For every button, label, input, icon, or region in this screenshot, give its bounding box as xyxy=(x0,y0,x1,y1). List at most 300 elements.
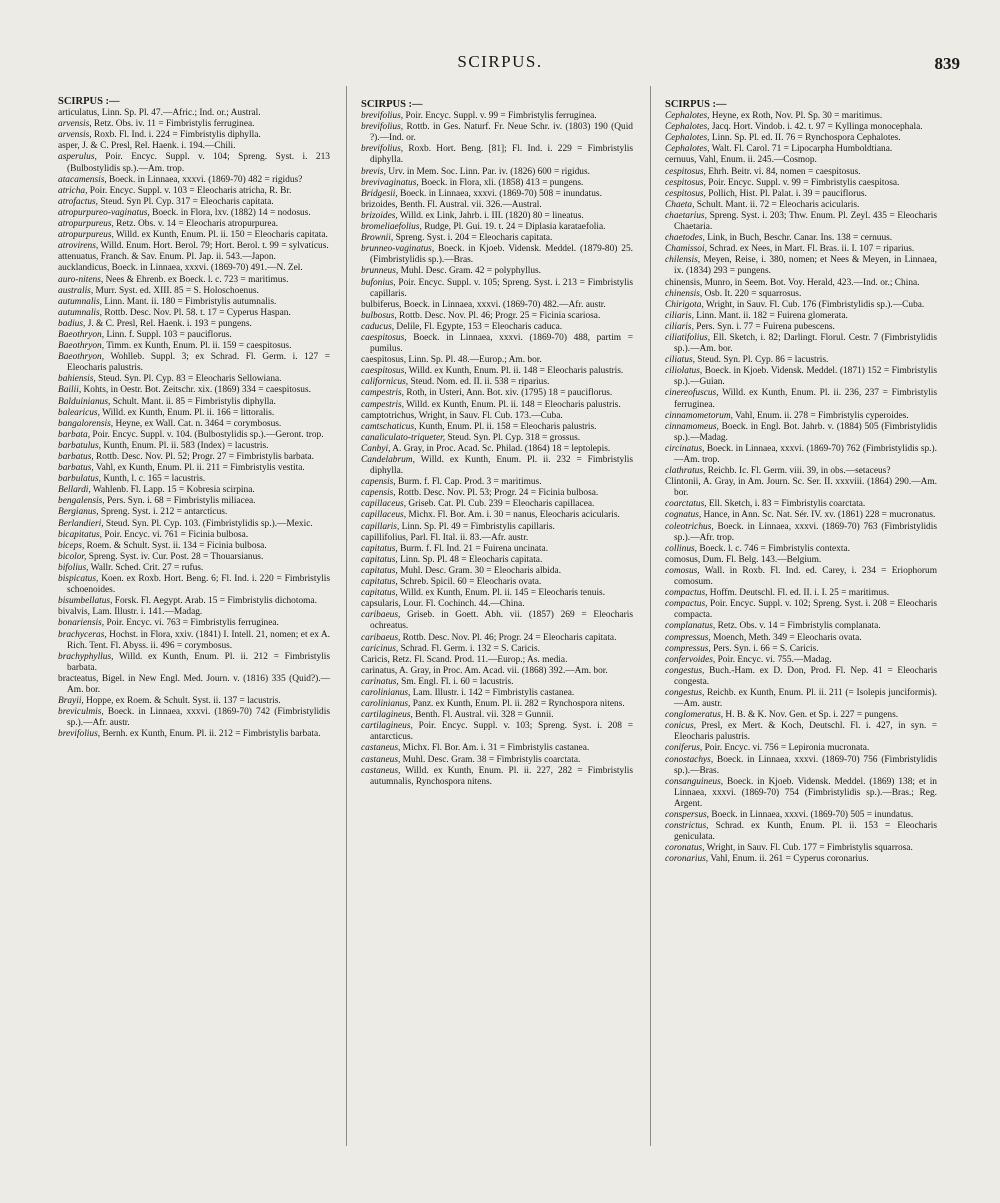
index-entry xyxy=(58,263,330,274)
column-1 xyxy=(58,96,330,740)
entry-citation: Murr. Syst. ed. XIII. 85 = S. Holoschoenus. xyxy=(93,285,259,296)
entry-citation: A. Gray, in Am. Journ. Sc. Ser. II. xxxviii. (1864) 290.—Am. bor. xyxy=(674,477,937,499)
column-heading: SCIRPUS :— xyxy=(58,96,120,107)
entry-name: atropurpureus, xyxy=(58,230,114,241)
index-entry xyxy=(58,696,330,707)
entry-citation: Boeck. in Linnaea, xxxvi. (1869-70) 491.—N. Zel. xyxy=(109,263,303,274)
index-entry xyxy=(361,266,633,277)
index-entry xyxy=(58,319,330,330)
index-entry xyxy=(58,496,330,507)
index-entry xyxy=(58,341,330,352)
index-entry xyxy=(665,666,937,688)
entry-citation: Michx. Fl. Bor. Am. i. 30 = nanus, Eleocharis acicularis. xyxy=(406,510,620,521)
entry-citation: Willd. ex Kunth, Enum. Pl. ii. 145 = Eleocharis tenuis. xyxy=(397,588,606,599)
entry-name: cespitosus, xyxy=(665,177,706,188)
entry-citation: Franch. & Sav. Enum. Pl. Jap. ii. 543.—Japon. xyxy=(98,252,276,263)
entry-name: capitatus, xyxy=(361,565,398,576)
entry-name: congestus, xyxy=(665,687,705,698)
entry-citation: Burm. f. Fl. Cap. Prod. 3 = maritimus. xyxy=(395,477,542,488)
entry-citation: Rottb. Desc. Nov. Pl. 58. t. 17 = Cyperus Haspan. xyxy=(102,307,291,318)
entry-name: bonariensis, xyxy=(58,618,105,629)
index-entry xyxy=(665,755,937,777)
entry-name: bengalensis, xyxy=(58,496,105,507)
index-entry xyxy=(361,178,633,189)
entry-name: ciliatifolius, xyxy=(665,332,711,343)
entry-name: attenuatus, xyxy=(58,252,99,263)
column-2 xyxy=(361,99,633,788)
entry-citation: Willd. ex Kunth, Enum. Pl. ii. 236, 237 = Fimbristylis ferruginea. xyxy=(674,388,937,410)
entry-citation: Schrad. Fl. Germ. i. 132 = S. Caricis. xyxy=(398,643,540,654)
entry-citation: H. B. & K. Nov. Gen. et Sp. i. 227 = pungens. xyxy=(723,710,899,721)
index-entry xyxy=(665,843,937,854)
entry-name: complanatus, xyxy=(665,621,716,632)
entry-citation: Wright, in Sauv. Fl. Cub. 173.—Cuba. xyxy=(416,410,563,421)
entry-name: campestris, xyxy=(361,399,404,410)
entry-name: arvensis, xyxy=(58,119,92,130)
entry-name: carinatus, xyxy=(361,676,399,687)
index-entry xyxy=(58,286,330,297)
entry-citation: Boeck. in Kjoeb. Vidensk. Meddel. (1871) 152 = Fimbristylis sp.).—Guian. xyxy=(674,366,937,388)
entry-name: Berlandieri, xyxy=(58,518,104,529)
index-entry xyxy=(665,155,937,166)
index-entry xyxy=(665,444,937,466)
column-heading: SCIRPUS :— xyxy=(361,99,423,110)
index-entry xyxy=(361,499,633,510)
index-entry xyxy=(58,297,330,308)
entry-citation: Presl, ex Mert. & Koch, Deutschl. Fl. i. 427, in syn. = Eleocharis palustris. xyxy=(674,721,937,743)
entry-name: brevifolius, xyxy=(361,122,404,133)
index-entry xyxy=(58,330,330,341)
index-entry xyxy=(58,385,330,396)
index-entry xyxy=(58,574,330,596)
index-entry xyxy=(58,452,330,463)
index-entry xyxy=(361,688,633,699)
entry-name: atropurpureus, xyxy=(58,219,114,230)
column-rule-1 xyxy=(346,86,347,1146)
entry-citation: Linn. Mant. ii. 182 = Fuirena glomerata. xyxy=(693,310,848,321)
entry-name: arvensis, xyxy=(58,130,92,141)
index-entry xyxy=(361,366,633,377)
entry-citation: Hance, in Ann. Sc. Nat. Sér. IV. xv. (1861) 228 = mucronatus. xyxy=(701,510,936,521)
entry-name: atricha, xyxy=(58,185,88,196)
entry-citation: Poir. Encyc. Suppl. v. 103 = Eleocharis atricha, R. Br. xyxy=(87,185,292,196)
entry-citation: Poir. Encyc. Suppl. v. 99 = Fimbristylis caespitosa. xyxy=(705,177,900,188)
entry-citation: Poir. Encyc. Suppl. v. 104; Spreng. Syst. i. 213 (Bulbostylidis sp.).—Am. trop. xyxy=(67,152,330,174)
entry-citation: Ell. Sketch, i. 83 = Fimbristylis coarctata. xyxy=(706,499,866,510)
entry-citation: Ehrh. Beitr. vi. 84, nomen = caespitosus. xyxy=(705,166,861,177)
entry-citation: Moench, Meth. 349 = Eleocharis ovata. xyxy=(710,632,862,643)
entry-citation: Griseb. in Goett. Abh. vii. (1857) 269 = Eleocharis ochreatus. xyxy=(370,610,633,632)
index-entry xyxy=(361,244,633,266)
entry-citation: Rottb. Desc. Nov. Pl. 46; Progr. 24 = Eleocharis capitata. xyxy=(400,632,617,643)
entry-citation: Kunth, l. c. 165 = lacustris. xyxy=(100,474,206,485)
index-entry xyxy=(58,308,330,319)
entry-name: Chaeta, xyxy=(665,199,695,210)
index-entry xyxy=(58,607,330,618)
entry-name: Bergianus, xyxy=(58,507,99,518)
index-entry xyxy=(361,122,633,144)
index-entry xyxy=(58,197,330,208)
index-entry xyxy=(665,244,937,255)
index-entry xyxy=(665,322,937,333)
entry-name: Brayii, xyxy=(58,696,84,707)
entry-name: Baeothryon, xyxy=(58,352,105,363)
entry-citation: Linn. Sp. Pl. 47.—Afric.; Ind. or.; Austral. xyxy=(99,108,261,119)
entry-citation: Poir. Encyc. vi. 761 = Ficinia bulbosa. xyxy=(102,529,249,540)
entry-name: capitatus, xyxy=(361,577,398,588)
entry-name: caespitosus, xyxy=(361,332,407,343)
entry-citation: Vahl, Enum. ii. 245.—Cosmop. xyxy=(696,155,817,166)
entry-name: barbulatus, xyxy=(58,474,101,485)
entry-citation: Boeck. in Linnaea, xxxvi. (1869-70) 488, partim = pumilus. xyxy=(370,332,633,355)
entry-name: comosus, xyxy=(665,554,701,565)
entry-citation: Willd. ex Kunth, Enum. Pl. ii. 212 = Fimbristylis barbata. xyxy=(67,651,330,673)
index-entry xyxy=(665,133,937,144)
entry-citation: Willd. ex Link, Jahrb. i. III. (1820) 80 = lineatus. xyxy=(397,210,584,221)
entry-name: consanguineus, xyxy=(665,776,724,787)
entry-citation: Michx. Fl. Bor. Am. i. 31 = Fimbristylis castanea. xyxy=(400,743,590,754)
entry-name: bromeliaefolius, xyxy=(361,222,422,233)
entry-citation: Steud. Nom. ed. II. ii. 538 = riparius. xyxy=(408,377,550,388)
entry-name: cespitosus, xyxy=(665,166,706,177)
index-entry xyxy=(58,652,330,674)
index-entry xyxy=(361,610,633,632)
entry-name: cognatus, xyxy=(665,510,702,521)
entry-citation: Roxb. Fl. Ind. i. 224 = Fimbristylis diphylla. xyxy=(91,130,261,141)
entry-name: ciliatus, xyxy=(665,355,695,366)
entry-name: cartilagineus, xyxy=(361,710,413,721)
entry-citation: Schreb. Spicil. 60 = Eleocharis ovata. xyxy=(397,577,542,588)
index-entry xyxy=(361,144,633,166)
index-entry xyxy=(361,710,633,721)
entry-name: camptotrichus, xyxy=(361,410,417,421)
index-entry xyxy=(665,810,937,821)
index-entry xyxy=(361,655,633,666)
entry-citation: Vahl, Enum. ii. 261 = Cyperus coronarius. xyxy=(708,854,869,865)
index-entry xyxy=(665,721,937,743)
entry-citation: Muhl. Desc. Gram. 42 = polyphyllus. xyxy=(398,266,542,277)
entry-citation: Boeck. in Flora, lxv. (1882) 14 = nodosus. xyxy=(149,207,311,218)
entry-citation: Osb. It. 220 = squarrosus. xyxy=(702,288,802,299)
entry-name: circinatus, xyxy=(665,443,705,454)
entry-citation: Muhl. Desc. Gram. 38 = Fimbristylis coarctata. xyxy=(400,754,581,765)
index-entry xyxy=(665,466,937,477)
entry-citation: Vahl, ex Kunth, Enum. Pl. ii. 211 = Fimbristylis vestita. xyxy=(93,463,305,474)
entry-name: australis, xyxy=(58,285,94,296)
entry-citation: Spreng. Syst. iv. Cur. Post. 28 = Thouarsianus. xyxy=(86,551,264,562)
entry-citation: Delile, Fl. Egypte, 153 = Eleocharis caduca. xyxy=(394,321,563,332)
index-entry xyxy=(58,596,330,607)
index-entry xyxy=(58,141,330,152)
entry-citation: Roem. & Schult. Syst. ii. 134 = Ficinia bulbosa. xyxy=(84,540,267,551)
entry-name: conicus, xyxy=(665,721,696,732)
entry-citation: Kunth, Enum. Pl. ii. 583 (Index) = lacustris. xyxy=(100,440,269,451)
index-entry xyxy=(58,441,330,452)
entry-citation: Burm. f. Fl. Ind. 21 = Fuirena uncinata. xyxy=(397,543,549,554)
entry-name: Baeothryon, xyxy=(58,329,105,340)
index-entry xyxy=(58,507,330,518)
index-entry xyxy=(361,588,633,599)
index-entry xyxy=(58,729,330,740)
entry-citation: Poir. Encyc. Suppl. v. 102; Spreng. Syst. i. 208 = Eleocharis compacta. xyxy=(674,599,937,621)
entry-name: Chirigota, xyxy=(665,299,704,310)
entry-name: brizoides, xyxy=(361,199,398,210)
entry-citation: Boeck. in Linnaea, xxxvi. (1869-70) 762 (Fimbristylidis sp.).—Am. trop. xyxy=(674,443,937,465)
entry-name: chinensis, xyxy=(665,288,703,299)
entry-name: capitatus, xyxy=(361,543,398,554)
entry-name: compactus, xyxy=(665,599,708,610)
entry-name: coronarius, xyxy=(665,854,709,865)
entry-citation: Rudge, Pl. Gui. 19. t. 24 = Diplasia karataefolia. xyxy=(421,222,606,233)
entry-citation: Retz. Obs. v. 14 = Eleocharis atropurpurea. xyxy=(113,219,279,230)
entry-name: cinnamomeus, xyxy=(665,421,719,432)
entry-name: chaetodes, xyxy=(665,233,705,244)
entry-name: carolinianus, xyxy=(361,699,411,710)
entry-citation: Pers. Syn. i. 66 = S. Caricis. xyxy=(710,643,819,654)
entry-name: carinatus, xyxy=(361,665,398,676)
index-entry xyxy=(361,743,633,754)
entry-citation: Roth, in Usteri, Ann. Bot. xiv. (1795) 18 = pauciflorus. xyxy=(403,388,613,399)
entry-citation: Pers. Syn. i. 68 = Fimbristylis miliacea. xyxy=(104,496,256,507)
index-entry xyxy=(58,541,330,552)
entry-name: caribaeus, xyxy=(361,632,401,643)
entry-citation: Koen. ex Roxb. Hort. Beng. 6; Fl. Ind. i. 220 = Fimbristylis schoenoides. xyxy=(67,574,330,596)
page-number: 839 xyxy=(934,54,960,73)
entry-citation: Steud. Syn. Pl. Cyp. 318 = grossus. xyxy=(445,432,581,443)
entry-name: Balduinianus, xyxy=(58,396,111,407)
entry-citation: Link, in Buch, Beschr. Canar. Ins. 138 = cernuus. xyxy=(704,233,893,244)
entry-citation: Kohts, in Oestr. Bot. Zeitschr. xix. (1869) 334 = caespitosus. xyxy=(81,385,311,396)
entry-name: caricinus, xyxy=(361,643,399,654)
entry-name: compactus, xyxy=(665,588,708,599)
entry-name: compressus, xyxy=(665,643,711,654)
entry-name: comosus, xyxy=(665,565,700,576)
entry-citation: Spreng. Syst. i. 203; Thw. Enum. Pl. Zeyl. 435 = Eleocharis Chaetaria. xyxy=(674,210,937,233)
index-entry xyxy=(665,255,937,277)
entry-name: Canbyi, xyxy=(361,443,391,454)
entry-name: bracteatus, xyxy=(58,673,99,684)
entry-citation: Wohlleb. Suppl. 3; ex Schrad. Fl. Germ. i. 127 = Eleocharis palustris. xyxy=(67,352,330,374)
entry-citation: Boeck. in Kjoeb. Vidensk. Meddel. (1879-80) 25. (Fimbristylidis sp.).—Bras. xyxy=(370,244,633,266)
entry-name: barbatus, xyxy=(58,463,94,474)
entry-name: ciliolatus, xyxy=(665,366,703,377)
entry-citation: Steud. Syn. Pl. Cyp. 103. (Fimbristylidis sp.).—Mexic. xyxy=(103,518,313,529)
index-entry xyxy=(665,178,937,189)
entry-name: atropurpureo-vaginatus, xyxy=(58,207,150,218)
entry-citation: Schrad. ex Nees, in Mart. Fl. Bras. ii. I. 107 = riparius. xyxy=(706,244,915,255)
entry-name: caespitosus, xyxy=(361,366,407,377)
entry-name: Brownii, xyxy=(361,233,394,244)
index-entry xyxy=(665,189,937,200)
index-entry xyxy=(361,555,633,566)
entry-citation: Willd. ex Kunth, Enum. Pl. ii. 232 = Fimbristylis diphylla. xyxy=(370,455,633,477)
entry-name: brevivaginatus, xyxy=(361,177,419,188)
entry-citation: Wahlenb. Fl. Lapp. 15 = Kobresia scirpina. xyxy=(90,485,255,496)
entry-citation: Walt. Fl. Carol. 71 = Lipocarpha Humboldtiana. xyxy=(709,144,893,155)
index-entry xyxy=(58,674,330,696)
index-entry xyxy=(58,275,330,286)
entry-name: coniferus, xyxy=(665,743,703,754)
index-entry xyxy=(665,278,937,289)
entry-citation: Poir. Encyc. Suppl. v. 99 = Fimbristylis ferruginea. xyxy=(403,111,597,122)
index-entry xyxy=(58,130,330,141)
entry-citation: Timm. ex Kunth, Enum. Pl. ii. 159 = caespitosus. xyxy=(104,341,292,352)
entry-name: barbatulus, xyxy=(58,440,101,451)
index-entry xyxy=(665,333,937,355)
index-entry xyxy=(361,544,633,555)
entry-name: atrofactus, xyxy=(58,196,99,207)
index-entry xyxy=(361,766,633,788)
index-entry xyxy=(58,530,330,541)
entry-name: balearicus, xyxy=(58,407,100,418)
index-entry xyxy=(665,544,937,555)
index-entry xyxy=(361,355,633,366)
running-head: SCIRPUS. xyxy=(457,52,543,71)
entry-citation: Benth. Fl. Austral. vii. 328 = Gunnii. xyxy=(412,710,554,721)
index-entry xyxy=(58,563,330,574)
index-entry xyxy=(665,111,937,122)
index-entry xyxy=(665,655,937,666)
entry-name: caribaeus, xyxy=(361,610,401,621)
entry-citation: Linn. Mant. ii. 180 = Fimbristylis autumnalis. xyxy=(102,296,277,307)
entry-name: brachyphyllus, xyxy=(58,651,114,662)
index-entry xyxy=(361,200,633,211)
index-entry xyxy=(665,355,937,366)
entry-name: bifolius, xyxy=(58,562,89,573)
entry-name: bivalvis, xyxy=(58,607,91,618)
index-entry xyxy=(361,388,633,399)
index-entry xyxy=(665,311,937,322)
index-entry xyxy=(361,278,633,300)
entry-name: clathratus, xyxy=(665,466,706,477)
entry-citation: Retz. Fl. Scand. Prod. 11.—Europ.; As. media. xyxy=(389,654,568,665)
entry-name: conostachys, xyxy=(665,754,714,765)
index-entry xyxy=(58,630,330,652)
index-entry xyxy=(665,122,937,133)
index-entry xyxy=(58,252,330,263)
index-entry xyxy=(361,400,633,411)
entry-citation: Boeck. in Linnaea, xxxvi. (1869-70) 763 (Fimbristylidis sp.).—Afr. trop. xyxy=(674,521,937,543)
index-entry xyxy=(58,552,330,563)
entry-citation: Pers. Syn. i. 77 = Fuirena pubescens. xyxy=(693,321,835,332)
entry-name: Bailii, xyxy=(58,385,82,396)
index-entry xyxy=(361,444,633,455)
index-entry xyxy=(665,588,937,599)
entry-citation: Willd. Enum. Hort. Berol. 79; Hort. Berol. t. 99 = sylvaticus. xyxy=(98,241,329,252)
entry-citation: Wright, in Sauv. Fl. Cub. 177 = Fimbristylis squarrosa. xyxy=(704,843,913,854)
entry-citation: Boeck. in Flora, xli. (1858) 413 = pungens. xyxy=(418,177,584,188)
entry-name: barbata, xyxy=(58,429,91,440)
entry-citation: Willd. ex Kunth, Enum. Pl. ii. 148 = Eleocharis palustris. xyxy=(403,399,621,410)
index-entry xyxy=(58,707,330,729)
index-entry xyxy=(58,397,330,408)
entry-name: chaetarius, xyxy=(665,210,707,221)
entry-citation: Willd. ex Kunth, Enum. Pl. ii. 227, 282 = Fimbristylis autumnalis, Rynchospora nitens. xyxy=(370,765,633,787)
index-entry xyxy=(665,555,937,566)
entry-name: cernuus, xyxy=(665,155,697,166)
entry-citation: Linn. Sp. Pl. ed. II. 76 = Rynchospora Cephalotes. xyxy=(709,133,901,144)
entry-name: bicapitatus, xyxy=(58,529,103,540)
entry-name: brizoides, xyxy=(361,210,398,221)
index-entry xyxy=(361,666,633,677)
entry-citation: Schult. Mant. ii. 72 = Eleocharis acicularis. xyxy=(694,199,860,210)
entry-name: congestus, xyxy=(665,665,705,676)
entry-citation: Spreng. Syst. i. 204 = Eleocharis capitata. xyxy=(393,233,553,244)
index-entry xyxy=(58,374,330,385)
index-entry xyxy=(361,510,633,521)
index-entry xyxy=(58,175,330,186)
entry-name: autumnalis, xyxy=(58,296,103,307)
index-entry xyxy=(58,119,330,130)
index-entry xyxy=(665,499,937,510)
entry-citation: Rottb. Desc. Nov. Pl. 53; Progr. 24 = Ficinia bulbosa. xyxy=(395,488,599,499)
entry-name: bispicatus, xyxy=(58,574,99,585)
index-entry xyxy=(58,463,330,474)
entry-citation: Hoppe, ex Roem. & Schult. Syst. ii. 137 = lacustris. xyxy=(83,696,281,707)
entry-citation: Linn. f. Suppl. 103 = pauciflorus. xyxy=(104,329,232,340)
entry-citation: Bernh. ex Kunth, Enum. Pl. ii. 212 = Fimbristylis barbata. xyxy=(100,729,321,740)
entry-name: campestris, xyxy=(361,388,404,399)
index-entry xyxy=(361,311,633,322)
entry-citation: Retz. Obs. iv. 11 = Fimbristylis ferruginea. xyxy=(91,119,255,130)
entry-name: coarctatus, xyxy=(665,499,707,510)
index-entry xyxy=(665,477,937,499)
index-entry xyxy=(361,189,633,200)
entry-citation: Schrad. ex Kunth, Enum. Pl. ii. 153 = Eleocharis geniculata. xyxy=(674,821,937,843)
entry-citation: Hoffm. Deutschl. Fl. ed. II. i. I. 25 = maritimus. xyxy=(707,588,890,599)
entry-name: bangalorensis, xyxy=(58,418,114,429)
entry-citation: Boeck. in Linnaea, xxxvi. (1869-70) 482.—Afr. austr. xyxy=(401,299,606,310)
entry-citation: Dum. Fl. Belg. 143.—Belgium. xyxy=(700,554,822,565)
entry-name: capillifolius, xyxy=(361,532,409,543)
entry-name: capitatus, xyxy=(361,554,398,565)
entry-citation: Linn. Sp. Pl. 48 = Eleocharis capitata. xyxy=(397,554,543,565)
entry-name: coleotrichus, xyxy=(665,521,714,532)
entry-citation: Heyne, ex Wall. Cat. n. 3464 = corymbosus. xyxy=(113,418,282,429)
entry-citation: Willd. ex Kunth, Enum. Pl. ii. 166 = littoralis. xyxy=(99,407,275,418)
index-entry xyxy=(665,710,937,721)
index-entry xyxy=(58,519,330,530)
index-entry xyxy=(361,477,633,488)
entry-name: Cephalotes, xyxy=(665,133,710,144)
entry-name: caducus, xyxy=(361,321,395,332)
entry-name: brunneo-vaginatus, xyxy=(361,244,435,255)
index-entry xyxy=(58,430,330,441)
index-entry xyxy=(361,433,633,444)
entry-name: capsularis, xyxy=(361,599,401,610)
entry-citation: Panz. ex Kunth, Enum. Pl. ii. 282 = Rynchospora nitens. xyxy=(410,699,625,710)
index-entry xyxy=(58,186,330,197)
entry-name: Baeothryon, xyxy=(58,341,105,352)
entry-citation: Boeck. in Engl. Bot. Jahrb. v. (1884) 505 (Fimbristylidis sp.).—Madag. xyxy=(674,421,937,443)
entry-name: capillaris, xyxy=(361,521,400,532)
index-entry xyxy=(361,222,633,233)
entry-citation: Roxb. Hort. Beng. [81]; Fl. Ind. i. 229 = Fimbristylis diphylla. xyxy=(370,144,633,166)
index-entry xyxy=(665,777,937,810)
entry-name: Bridgesii, xyxy=(361,188,398,199)
entry-citation: Wright, in Sauv. Fl. Cub. 176 (Fimbristylidis sp.).—Cuba. xyxy=(703,299,925,310)
entry-name: badius, xyxy=(58,318,86,329)
entry-name: bulbosus, xyxy=(361,310,397,321)
entry-name: breviculmis, xyxy=(58,707,104,718)
index-entry xyxy=(665,510,937,521)
entry-citation: Benth. Fl. Austral. vii. 326.—Austral. xyxy=(397,199,542,210)
entry-citation: Buch.-Ham. ex D. Don, Prod. Fl. Nep. 41 = Eleocharis congesta. xyxy=(674,665,937,687)
index-entry xyxy=(361,233,633,244)
index-entry xyxy=(361,322,633,333)
entry-name: capillaceus, xyxy=(361,510,407,521)
index-entry xyxy=(361,633,633,644)
